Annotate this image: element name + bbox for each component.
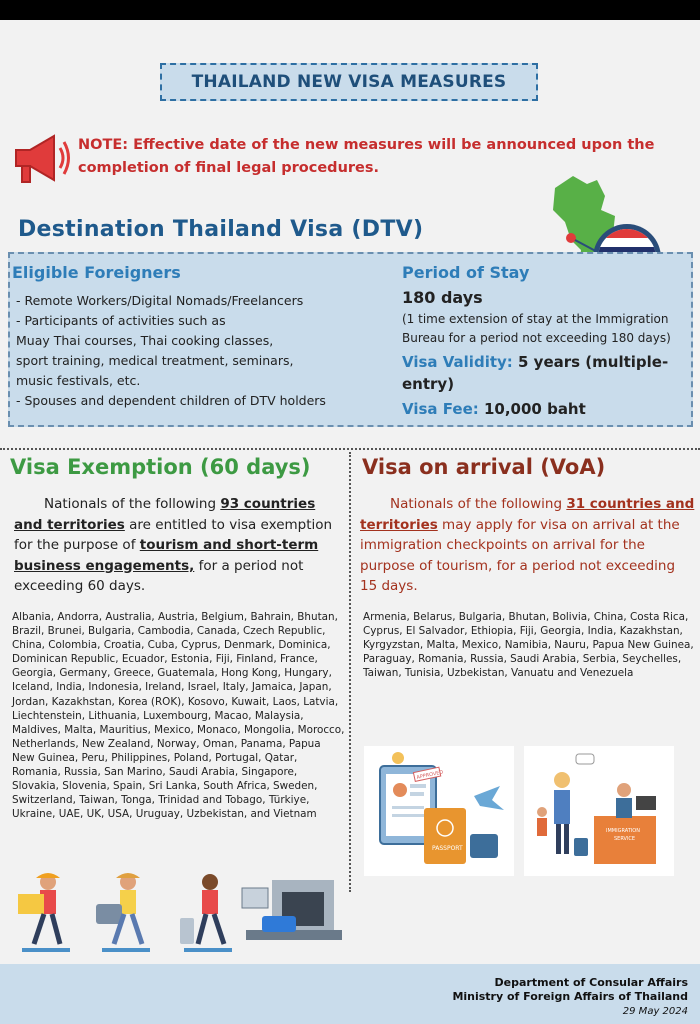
voa-description bbox=[360, 494, 695, 597]
footer-date: 29 May 2024 bbox=[622, 1006, 688, 1017]
immigration-sign-text: IMMIGRATION bbox=[606, 828, 640, 834]
voa-country-list: Armenia, Belarus, Bulgaria, Bhutan, Bolivia, China, Costa Rica, Cyprus, El Salvador, Ethiopia, Fiji, Georgia, India, Kazakhstan, Kyrgyzstan, Malta, Mexico, Namibia, Nauru, Papua New Guinea, Paraguay, Romania, Russia, Saudi Arabia, Serbia, Seychelles, Taiwan, Tunisia, Uzbekistan, Vanuatu and Venezuela bbox=[363, 611, 694, 680]
voa-desc-part: Nationals of the following bbox=[390, 496, 567, 512]
ve-desc-part: for a period not exceeding 60 days. bbox=[14, 557, 304, 594]
voa-desc-count: 31 countries and territories bbox=[360, 496, 695, 533]
visa-exemption-title: Visa Exemption (60 days) bbox=[10, 455, 311, 479]
infographic-page bbox=[0, 20, 700, 1017]
ve-desc-part: are entitled to visa exemption for the purpose of bbox=[14, 516, 333, 553]
immigration-service-illustration bbox=[524, 746, 674, 876]
visa-exemption-country-list: Albania, Andorra, Australia, Austria, Belgium, Bahrain, Bhutan, Brazil, Brunei, Bulgaria, Cambodia, Canada, Czech Republic, China, Colombia, Croatia, Cuba, Cyprus, Denmark, Dominica, Dominican Republic, Ecuador, Estonia, Fiji, Finland, France, Georgia, Germany, Greece, Guatemala, Hong Kong, Hungary, Iceland, India, Indonesia, Ireland, Israel, Italy, Jamaica, Japan, Jordan, Kazakhstan, Korea (ROK), Kosovo, Kuwait, Laos, Latvia, Liechtenstein, Lithuania, Luxembourg, Macao, Malaysia, Maldives, Malta, Mauritius, Mexico, Monaco, Mongolia, Morocco, Netherlands, New Zealand, Norway, Oman, Panama, Papua New Guinea, Peru, Philippines, Poland, Portugal, Qatar, Romania, Russia, San Marino, Saudi Arabia, Singapore, Slovakia, Slovenia, Spain, Sri Lanka, South Africa, Sweden, Switzerland, Taiwan, Tonga, Trinidad and Tobago, Türkiye, Ukraine, UAE, UK, USA, Uruguay, Uzbekistan, and Vietnam bbox=[12, 611, 345, 821]
approved-stamp-text: APPROVED bbox=[416, 769, 444, 781]
ve-desc-count: 93 countries and territories bbox=[14, 496, 316, 533]
footer-ministry: Ministry of Foreign Affairs of Thailand bbox=[452, 990, 688, 1003]
period-of-stay-value: 180 days bbox=[402, 288, 483, 307]
horizontal-divider bbox=[0, 448, 700, 450]
visa-validity-label: Visa Validity: bbox=[402, 353, 513, 371]
period-of-stay-heading: Period of Stay bbox=[402, 263, 530, 282]
visa-fee-value: 10,000 baht bbox=[478, 400, 586, 418]
visa-on-arrival-title: Visa on arrival (VoA) bbox=[362, 455, 606, 479]
eligible-line: music festivals, etc. bbox=[16, 373, 141, 388]
eligible-foreigners-list bbox=[16, 291, 386, 411]
visa-fee bbox=[402, 400, 586, 418]
passport-text: PASSPORT bbox=[432, 845, 463, 852]
visa-exemption-description bbox=[14, 494, 344, 597]
footer-bar bbox=[0, 964, 700, 1024]
eligible-line: - Remote Workers/Digital Nomads/Freelancers bbox=[16, 293, 304, 308]
eligible-foreigners-heading: Eligible Foreigners bbox=[12, 263, 181, 282]
visa-fee-label: Visa Fee: bbox=[402, 400, 479, 418]
passport-visa-illustration bbox=[364, 746, 514, 876]
page-title: THAILAND NEW VISA MEASURES bbox=[191, 72, 507, 92]
ve-desc-part: Nationals of the following bbox=[44, 496, 221, 512]
eligible-line: - Spouses and dependent children of DTV holders bbox=[16, 393, 326, 408]
eligible-line: sport training, medical treatment, seminars, bbox=[16, 353, 294, 368]
eligible-line: Muay Thai courses, Thai cooking classes, bbox=[16, 333, 274, 348]
dtv-title: Destination Thailand Visa (DTV) bbox=[18, 217, 424, 242]
period-of-stay-note: (1 time extension of stay at the Immigration Bureau for a period not exceeding 180 days) bbox=[402, 312, 671, 345]
title-banner bbox=[160, 63, 538, 101]
voa-desc-part: may apply for visa on arrival at the immigration checkpoints on arrival for the purpose of tourism, for a period not exceeding 15 days. bbox=[360, 516, 680, 594]
visa-validity bbox=[402, 351, 692, 395]
travelers-illustration bbox=[10, 868, 350, 958]
note-text: NOTE: Effective date of the new measures will be announced upon the completion of final legal procedures. bbox=[78, 137, 655, 176]
megaphone-icon bbox=[10, 128, 74, 188]
vertical-divider bbox=[349, 452, 351, 892]
ve-desc-purpose: tourism and short-term business engagements, bbox=[14, 537, 319, 574]
visa-validity-value: 5 years (multiple-entry) bbox=[402, 353, 669, 393]
eligible-line: - Participants of activities such as bbox=[16, 313, 226, 328]
service-sign-text: SERVICE bbox=[614, 836, 636, 842]
footer-department: Department of Consular Affairs bbox=[494, 976, 688, 989]
